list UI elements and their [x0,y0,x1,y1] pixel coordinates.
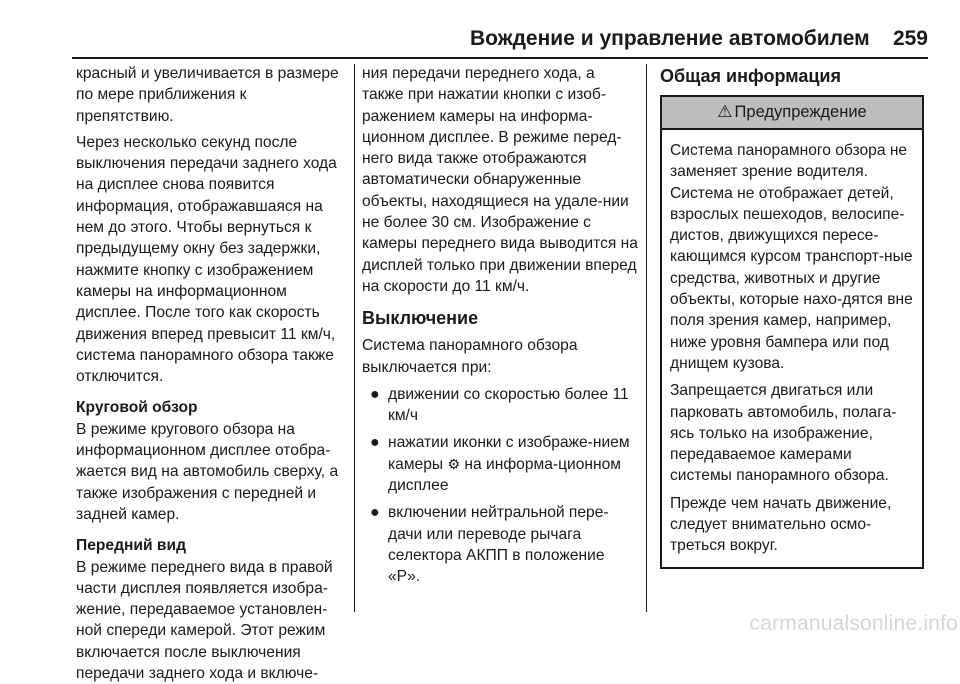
paragraph: Система панорамного обзора выключается при: [362,337,578,376]
paragraph: Через несколько секунд после выключения передачи заднего хода на дисплее снова появится информация, отображавшаяся на нем до этого. Чтобы вернуться к предыдущему окну без задержки, нажмите кнопку с изображением камеры на информационном дисплее. После того как скорость движения вперед превысит 11 км/ч, система панорамного обзора также отключится. [76,133,337,386]
warning-title: Предупреждение [734,103,867,121]
list-item [362,432,638,496]
bullet-list [362,384,638,588]
column-middle [362,63,638,594]
column-right [660,63,930,569]
column-divider-1 [354,64,355,612]
warning-header [662,97,922,130]
bullet-icon: ● [370,504,380,522]
list-item-text: на информа-ционном дисплее [388,455,622,495]
header-rule [72,57,928,59]
paragraph: Запрещается двигаться или парковать автомобиль, полага-ясь только на изображение, передаваемое камерами системы панорамного обзора. [670,382,897,485]
list-item [362,384,638,427]
list-item [362,502,638,587]
section-heading-front-view: Передний вид [76,537,186,555]
paragraph: красный и увеличивается в размере по мере приближения к препятствию. [76,65,339,125]
bullet-icon: ● [370,385,380,403]
list-item-text: нажатии иконки с изображе-нием камеры [388,434,630,473]
column-left [76,63,348,684]
section-heading-general-info: Общая информация [660,66,841,86]
column-divider-2 [646,64,647,612]
paragraph: В режиме кругового обзора на информационном дисплее отобра-жается вид на автомобиль сверху, а также изображения с передней и задней камер. [76,420,339,523]
paragraph: Система панорамного обзора не заменяет зрение водителя. Система не отображает детей, взрослых пешеходов, велосипе-дистов, движущихся пересе-кающимся курсом транспорт-ные средства, животных и другие объекты, которые нахо-дятся вне поля зрения камер, например, ниже уровня бампера или под днищем кузова. [670,142,913,372]
paragraph: Прежде чем начать движение, следует внимательно осмо-треться вокруг. [670,494,892,555]
warning-box [660,95,924,569]
camera-icon: ⚙ [447,455,461,472]
warning-icon: ⚠ [717,102,733,121]
watermark: carmanualsonline.info [749,612,958,635]
bullet-icon: ● [370,434,380,452]
page-header-title: Вождение и управление автомобилем [470,27,870,50]
list-item-text: движении со скоростью более 11 км/ч [388,385,629,425]
section-heading-switch-off: Выключение [362,308,479,329]
section-heading-circular-view: Круговой обзор [76,399,198,417]
paragraph: В режиме переднего вида в правой части дисплея появляется изобра-жение, передаваемое установлен-ной спереди камерой. Этот режим включается после выключения передачи заднего хода и включе- [76,558,333,683]
list-item-text: включении нейтральной пере-дачи или переводе рычага селектора АКПП в положение «P». [388,504,609,586]
page-number: 259 [892,27,928,50]
paragraph: ния передачи переднего хода, а также при нажатии кнопки с изоб-ражением камеры на информа-ционном дисплее. В режиме перед-него вида также отображаются автоматически обнаруженные объекты, находящиеся на удале-нии не более 30 см. Изображение с камеры переднего вида выводится на дисплей только при движении вперед на скорости до 11 км/ч. [362,65,638,295]
warning-body [662,130,922,567]
